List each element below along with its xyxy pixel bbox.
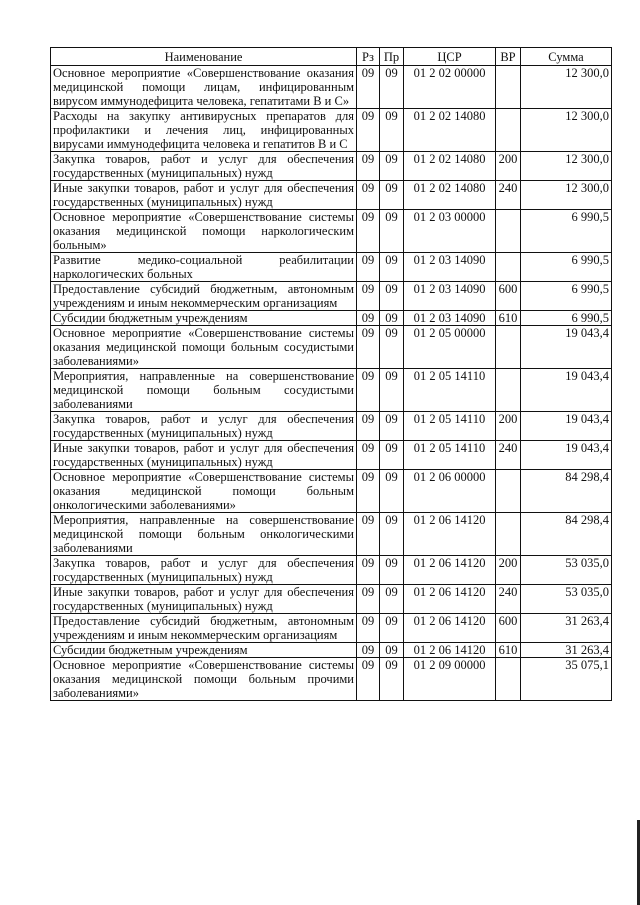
row-csr: 01 2 06 14120: [404, 614, 496, 643]
row-pr: 09: [380, 585, 404, 614]
row-pr: 09: [380, 614, 404, 643]
row-csr: 01 2 03 14090: [404, 253, 496, 282]
table-row: [51, 210, 612, 253]
table-row: [51, 513, 612, 556]
table-row: [51, 181, 612, 210]
row-rz: 09: [357, 585, 380, 614]
row-sum: 31 263,4: [521, 614, 612, 643]
row-pr: 09: [380, 513, 404, 556]
budget-table: [50, 47, 612, 701]
row-rz: 09: [357, 658, 380, 701]
row-name: Основное мероприятие «Совершенствование системы оказания медицинской помощи больным сосудистыми заболеваниями»: [51, 326, 357, 369]
row-csr: 01 2 02 14080: [404, 181, 496, 210]
row-sum: 12 300,0: [521, 109, 612, 152]
row-pr: 09: [380, 311, 404, 326]
row-sum: 53 035,0: [521, 585, 612, 614]
table-header-row: [51, 48, 612, 66]
row-csr: 01 2 06 14120: [404, 556, 496, 585]
row-name: Закупка товаров, работ и услуг для обеспечения государственных (муниципальных) нужд: [51, 152, 357, 181]
row-name: Основное мероприятие «Совершенствование системы оказания медицинской помощи больным прочими заболеваниями»: [51, 658, 357, 701]
row-pr: 09: [380, 66, 404, 109]
row-vr: [496, 369, 521, 412]
row-vr: 240: [496, 181, 521, 210]
row-csr: 01 2 06 00000: [404, 470, 496, 513]
row-vr: 610: [496, 311, 521, 326]
row-sum: 6 990,5: [521, 210, 612, 253]
table-row: [51, 470, 612, 513]
row-name: Мероприятия, направленные на совершенствование медицинской помощи больным сосудистыми заболеваниями: [51, 369, 357, 412]
row-sum: 12 300,0: [521, 66, 612, 109]
table-row: [51, 326, 612, 369]
row-pr: 09: [380, 326, 404, 369]
row-pr: 09: [380, 109, 404, 152]
row-name: Предоставление субсидий бюджетным, автономным учреждениям и иным некоммерческим организациям: [51, 614, 357, 643]
header-sum: Сумма: [521, 48, 612, 66]
row-sum: 19 043,4: [521, 369, 612, 412]
row-pr: 09: [380, 282, 404, 311]
table-row: [51, 282, 612, 311]
row-vr: 600: [496, 282, 521, 311]
header-rz: Рз: [357, 48, 380, 66]
row-rz: 09: [357, 282, 380, 311]
table-row: [51, 658, 612, 701]
row-pr: 09: [380, 658, 404, 701]
row-rz: 09: [357, 470, 380, 513]
table-row: [51, 441, 612, 470]
row-name: Закупка товаров, работ и услуг для обеспечения государственных (муниципальных) нужд: [51, 412, 357, 441]
row-pr: 09: [380, 369, 404, 412]
table-row: [51, 152, 612, 181]
row-rz: 09: [357, 369, 380, 412]
header-pr: Пр: [380, 48, 404, 66]
row-sum: 19 043,4: [521, 326, 612, 369]
row-sum: 6 990,5: [521, 311, 612, 326]
row-vr: 240: [496, 441, 521, 470]
row-sum: 12 300,0: [521, 181, 612, 210]
row-rz: 09: [357, 210, 380, 253]
row-sum: 31 263,4: [521, 643, 612, 658]
row-pr: 09: [380, 470, 404, 513]
row-csr: 01 2 06 14120: [404, 585, 496, 614]
row-csr: 01 2 06 14120: [404, 513, 496, 556]
row-csr: 01 2 03 14090: [404, 282, 496, 311]
row-rz: 09: [357, 152, 380, 181]
row-sum: 6 990,5: [521, 253, 612, 282]
row-pr: 09: [380, 643, 404, 658]
row-name: Субсидии бюджетным учреждениям: [51, 643, 357, 658]
row-pr: 09: [380, 181, 404, 210]
row-pr: 09: [380, 253, 404, 282]
row-rz: 09: [357, 556, 380, 585]
row-name: Расходы на закупку антивирусных препаратов для профилактики и лечения лиц, инфицированных вирусами иммунодефицита человека и гепатитов В и С: [51, 109, 357, 152]
row-name: Основное мероприятие «Совершенствование системы оказания медицинской помощи наркологическим больным»: [51, 210, 357, 253]
row-vr: [496, 658, 521, 701]
row-vr: 200: [496, 152, 521, 181]
row-name: Развитие медико-социальной реабилитации наркологических больных: [51, 253, 357, 282]
table-row: [51, 66, 612, 109]
table-row: [51, 556, 612, 585]
row-csr: 01 2 09 00000: [404, 658, 496, 701]
row-vr: [496, 326, 521, 369]
row-pr: 09: [380, 412, 404, 441]
row-rz: 09: [357, 326, 380, 369]
row-pr: 09: [380, 152, 404, 181]
row-sum: 84 298,4: [521, 470, 612, 513]
row-vr: 240: [496, 585, 521, 614]
row-vr: [496, 253, 521, 282]
table-row: [51, 253, 612, 282]
row-name: Основное мероприятие «Совершенствование оказания медицинской помощи лицам, инфицированным вирусом иммунодефицита человека, гепатитами В и С»: [51, 66, 357, 109]
row-sum: 6 990,5: [521, 282, 612, 311]
row-rz: 09: [357, 614, 380, 643]
row-csr: 01 2 05 14110: [404, 441, 496, 470]
row-vr: 610: [496, 643, 521, 658]
row-rz: 09: [357, 513, 380, 556]
table-row: [51, 412, 612, 441]
table-row: [51, 614, 612, 643]
row-vr: [496, 66, 521, 109]
row-vr: 200: [496, 556, 521, 585]
row-name: Основное мероприятие «Совершенствование системы оказания медицинской помощи больным онкологическими заболеваниями»: [51, 470, 357, 513]
header-name: Наименование: [51, 48, 357, 66]
row-rz: 09: [357, 311, 380, 326]
row-vr: [496, 109, 521, 152]
row-rz: 09: [357, 412, 380, 441]
row-vr: [496, 210, 521, 253]
row-csr: 01 2 02 14080: [404, 109, 496, 152]
row-sum: 53 035,0: [521, 556, 612, 585]
row-rz: 09: [357, 643, 380, 658]
row-pr: 09: [380, 441, 404, 470]
row-csr: 01 2 02 00000: [404, 66, 496, 109]
row-csr: 01 2 03 00000: [404, 210, 496, 253]
header-vr: ВР: [496, 48, 521, 66]
row-rz: 09: [357, 253, 380, 282]
row-csr: 01 2 05 00000: [404, 326, 496, 369]
table-row: [51, 369, 612, 412]
row-vr: 200: [496, 412, 521, 441]
row-pr: 09: [380, 210, 404, 253]
row-name: Иные закупки товаров, работ и услуг для обеспечения государственных (муниципальных) нужд: [51, 585, 357, 614]
row-name: Субсидии бюджетным учреждениям: [51, 311, 357, 326]
row-name: Иные закупки товаров, работ и услуг для обеспечения государственных (муниципальных) нужд: [51, 441, 357, 470]
row-csr: 01 2 02 14080: [404, 152, 496, 181]
row-csr: 01 2 03 14090: [404, 311, 496, 326]
row-sum: 19 043,4: [521, 441, 612, 470]
row-rz: 09: [357, 109, 380, 152]
row-name: Предоставление субсидий бюджетным, автономным учреждениям и иным некоммерческим организациям: [51, 282, 357, 311]
row-csr: 01 2 06 14120: [404, 643, 496, 658]
row-vr: [496, 470, 521, 513]
row-sum: 84 298,4: [521, 513, 612, 556]
row-vr: 600: [496, 614, 521, 643]
row-name: Иные закупки товаров, работ и услуг для обеспечения государственных (муниципальных) нужд: [51, 181, 357, 210]
row-pr: 09: [380, 556, 404, 585]
table-row: [51, 643, 612, 658]
row-rz: 09: [357, 181, 380, 210]
table-row: [51, 311, 612, 326]
row-sum: 12 300,0: [521, 152, 612, 181]
table-row: [51, 585, 612, 614]
row-sum: 35 075,1: [521, 658, 612, 701]
row-rz: 09: [357, 66, 380, 109]
table-row: [51, 109, 612, 152]
row-name: Закупка товаров, работ и услуг для обеспечения государственных (муниципальных) нужд: [51, 556, 357, 585]
header-csr: ЦСР: [404, 48, 496, 66]
row-csr: 01 2 05 14110: [404, 369, 496, 412]
row-sum: 19 043,4: [521, 412, 612, 441]
row-csr: 01 2 05 14110: [404, 412, 496, 441]
row-rz: 09: [357, 441, 380, 470]
row-name: Мероприятия, направленные на совершенствование медицинской помощи больным онкологическими заболеваниями: [51, 513, 357, 556]
row-vr: [496, 513, 521, 556]
